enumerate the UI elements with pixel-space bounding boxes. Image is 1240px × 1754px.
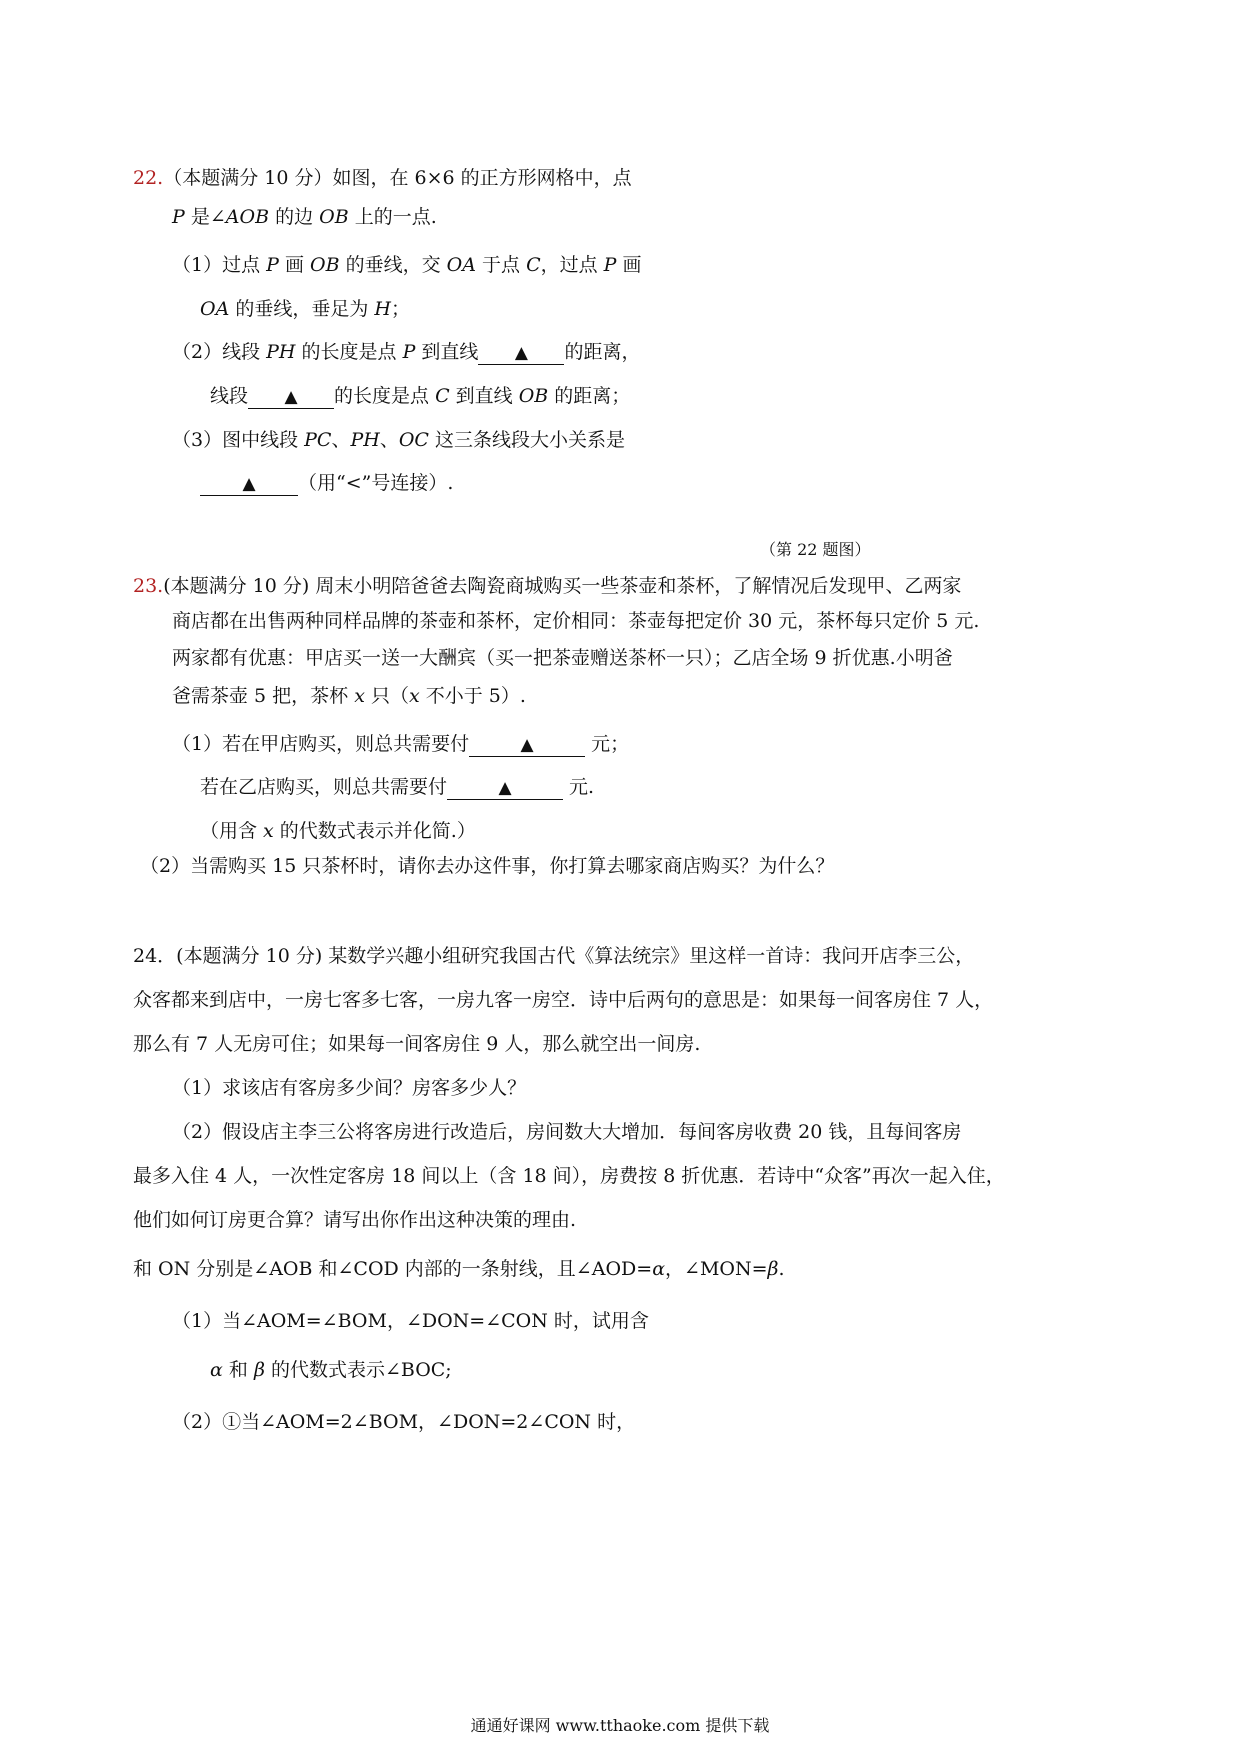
triangle-icon: ▲ bbox=[514, 343, 528, 363]
text: 的代数式表示并化简.） bbox=[273, 820, 476, 842]
text: 是∠ bbox=[184, 206, 226, 228]
text: (本题满分 10 分) 周末小明陪爸爸去陶瓷商城购买一些茶壶和茶杯，了解情况后发现甲、乙两家 bbox=[163, 575, 962, 597]
text: 线段 bbox=[210, 385, 249, 407]
q24-line3: 那么有 7 人无房可住；如果每一间客房住 9 人，那么就空出一间房. bbox=[133, 1033, 701, 1055]
q25-part2: （2）①当∠AOM=2∠BOM，∠DON=2∠CON 时， bbox=[172, 1411, 636, 1433]
triangle-icon: ▲ bbox=[520, 735, 534, 755]
text: 的距离， bbox=[564, 341, 641, 363]
q22-line2 bbox=[172, 205, 437, 229]
var-oa: OA bbox=[446, 254, 476, 276]
q22-part1-cont bbox=[200, 297, 410, 321]
text: 的距离； bbox=[548, 385, 631, 407]
text: 到直线 bbox=[449, 385, 519, 407]
var-x: x bbox=[408, 685, 420, 707]
q23-part1-note bbox=[200, 819, 476, 843]
var-aob: AOB bbox=[225, 206, 270, 228]
q22-part3-cont bbox=[200, 471, 453, 496]
page-footer: 通通好课网 www.tthaoke.com 提供下载 bbox=[470, 1716, 770, 1735]
q23-part1-cont bbox=[200, 775, 594, 800]
q23-part1 bbox=[172, 732, 629, 757]
text: 的垂线，交 bbox=[339, 254, 447, 276]
var-x: x bbox=[354, 685, 365, 707]
var-h: H bbox=[374, 298, 391, 320]
q24-part2-cont2: 他们如何订房更合算？请写出你作出这种决策的理由. bbox=[133, 1209, 577, 1231]
var-pc: PC bbox=[304, 429, 332, 451]
var-p: P bbox=[402, 341, 416, 363]
q24-part1: （1）求该店有客房多少间？房客多少人？ bbox=[172, 1077, 527, 1099]
text: 的边 bbox=[269, 206, 320, 228]
text: 画 bbox=[278, 254, 311, 276]
text: 只（ bbox=[364, 685, 409, 707]
text: 画 bbox=[616, 254, 642, 276]
q23-line1 bbox=[133, 574, 961, 598]
q22-part3 bbox=[172, 428, 625, 452]
q22-header: （本题满分 10 分）如图，在 6×6 的正方形网格中，点 bbox=[163, 167, 632, 189]
answer-blank[interactable] bbox=[200, 472, 298, 496]
text: （用“<”号连接）. bbox=[298, 472, 454, 494]
text: （1）过点 bbox=[172, 254, 267, 276]
text: （1）若在甲店购买，则总共需要付 bbox=[172, 733, 470, 755]
triangle-icon: ▲ bbox=[284, 387, 298, 407]
answer-blank[interactable] bbox=[469, 733, 585, 757]
var-ob: OB bbox=[310, 254, 340, 276]
var-ob: OB bbox=[518, 385, 549, 407]
var-ph: PH bbox=[266, 341, 296, 363]
text: 这三条线段大小关系是 bbox=[428, 429, 626, 451]
var-ph: PH bbox=[350, 429, 380, 451]
text: 和 ON 分别是∠AOB 和∠COD 内部的一条射线，且∠AOD= bbox=[133, 1258, 653, 1280]
var-p: P bbox=[603, 254, 617, 276]
q23-line2: 商店都在出售两种同样品牌的茶壶和茶杯，定价相同：茶壶每把定价 30 元，茶杯每只定价 5 元. bbox=[172, 610, 980, 632]
text: 的垂线，垂足为 bbox=[229, 298, 375, 320]
q24-part2: （2）假设店主李三公将客房进行改造后，房间数大大增加．每间客房收费 20 钱，且每间客房 bbox=[172, 1121, 962, 1143]
triangle-icon: ▲ bbox=[498, 778, 512, 798]
var-alpha: α bbox=[652, 1258, 666, 1280]
answer-blank[interactable] bbox=[478, 341, 564, 365]
var-beta: β bbox=[253, 1359, 265, 1381]
text: （3）图中线段 bbox=[172, 429, 305, 451]
q22-part2-cont bbox=[210, 384, 630, 409]
text: 不小于 5）. bbox=[419, 685, 526, 707]
text: ，过点 bbox=[540, 254, 604, 276]
q25-line1 bbox=[133, 1257, 785, 1281]
text: 元； bbox=[585, 733, 630, 755]
var-oa: OA bbox=[200, 298, 230, 320]
var-x: x bbox=[263, 820, 274, 842]
q22-part2 bbox=[172, 340, 640, 365]
text: 和 bbox=[222, 1359, 254, 1381]
text: （2）线段 bbox=[172, 341, 267, 363]
text: 上的一点. bbox=[348, 206, 437, 228]
text: 爸需茶壶 5 把，茶杯 bbox=[172, 685, 355, 707]
var-p: P bbox=[172, 206, 185, 228]
text: 、 bbox=[379, 429, 399, 451]
text: ，∠MON= bbox=[665, 1258, 768, 1280]
q23-line4 bbox=[172, 684, 526, 708]
text: . bbox=[778, 1258, 785, 1280]
var-p: P bbox=[266, 254, 279, 276]
q25-part1-cont bbox=[210, 1358, 452, 1382]
var-c: C bbox=[435, 385, 450, 407]
q24-line1: 24．(本题满分 10 分) 某数学兴趣小组研究我国古代《算法统宗》里这样一首诗：我问开店李三公， bbox=[133, 945, 975, 967]
q23-part2: （2）当需购买 15 只茶杯时，请你去办这件事，你打算去哪家商店购买？为什么？ bbox=[140, 855, 835, 877]
q22-header-line bbox=[133, 166, 632, 190]
var-ob: OB bbox=[319, 206, 349, 228]
text: 到直线 bbox=[415, 341, 479, 363]
text: 的长度是点 bbox=[295, 341, 403, 363]
text: （用含 bbox=[200, 820, 264, 842]
text: 的代数式表示∠BOC; bbox=[264, 1359, 452, 1381]
answer-blank[interactable] bbox=[248, 385, 334, 409]
var-alpha: α bbox=[210, 1359, 223, 1381]
q24-part2-cont1: 最多入住 4 人，一次性定客房 18 间以上（含 18 间），房费按 8 折优惠．若诗中“众客”再次一起入住， bbox=[133, 1165, 1005, 1187]
triangle-icon: ▲ bbox=[242, 474, 256, 494]
text: 于点 bbox=[475, 254, 527, 276]
var-c: C bbox=[526, 254, 541, 276]
q22-part1 bbox=[172, 253, 642, 277]
var-beta: β bbox=[767, 1258, 779, 1280]
figure-caption: （第 22 题图） bbox=[760, 540, 871, 559]
text: 若在乙店购买，则总共需要付 bbox=[200, 776, 448, 798]
q25-part1: （1）当∠AOM=∠BOM，∠DON=∠CON 时，试用含 bbox=[172, 1310, 649, 1332]
q23-number: 23. bbox=[133, 575, 164, 597]
q22-number: 22. bbox=[133, 167, 164, 189]
var-oc: OC bbox=[398, 429, 429, 451]
text: 的长度是点 bbox=[334, 385, 436, 407]
text: 、 bbox=[331, 429, 351, 451]
text: 元. bbox=[563, 776, 595, 798]
answer-blank[interactable] bbox=[447, 776, 563, 800]
q24-line2: 众客都来到店中，一房七客多七客，一房九客一房空．诗中后两句的意思是：如果每一间客房住 7 人， bbox=[133, 989, 994, 1011]
q23-line3: 两家都有优惠：甲店买一送一大酬宾（买一把茶壶赠送茶杯一只）；乙店全场 9 折优惠.小明爸 bbox=[172, 647, 953, 669]
text: ； bbox=[390, 298, 410, 320]
